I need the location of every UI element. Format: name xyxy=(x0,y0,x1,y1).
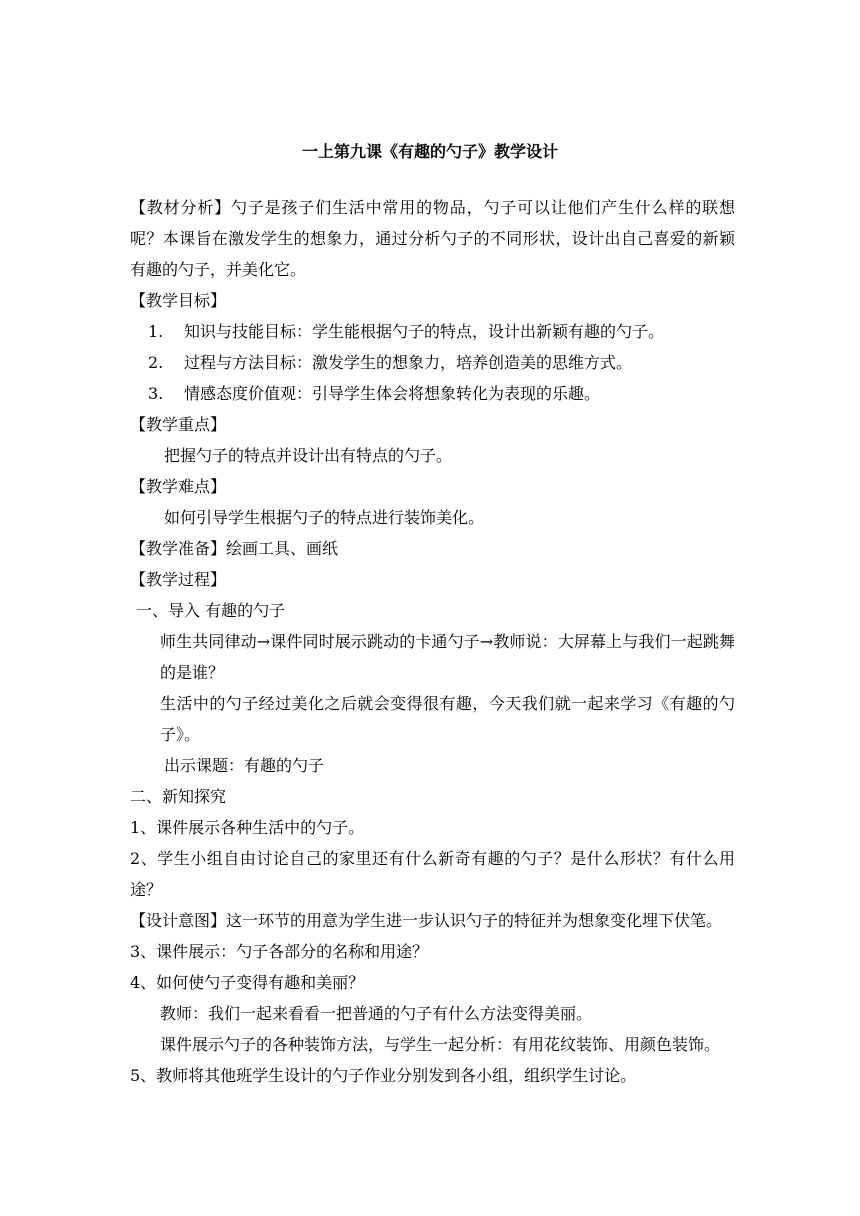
list-item: 1、课件展示各种生活中的勺子。 xyxy=(130,818,365,837)
difficulties-heading: 【教学难点】 xyxy=(130,477,227,496)
section1-paragraph: 师生共同律动→课件同时展示跳动的卡通勺子→教师说：大屏幕上与我们一起跳舞的是谁？ xyxy=(160,632,735,682)
document-body xyxy=(130,192,735,1091)
objective-item xyxy=(130,378,735,409)
process-heading: 【教学过程】 xyxy=(130,570,227,589)
section1-heading: 一、导入 有趣的勺子 xyxy=(136,601,286,620)
document-title: 一上第九课《有趣的勺子》教学设计 xyxy=(301,142,558,161)
difficulties-text: 如何引导学生根据勺子的特点进行装饰美化。 xyxy=(164,508,485,527)
objective-number: 2. xyxy=(148,353,164,372)
section2-heading: 二、新知探究 xyxy=(130,787,227,806)
item4-paragraph: 课件展示勺子的各种装饰方法，与学生一起分析：有用花纹装饰、用颜色装饰。 xyxy=(160,1035,721,1054)
design-intent: 【设计意图】这一环节的用意为学生进一步认识勺子的特征并为想象变化埋下伏笔。 xyxy=(130,911,723,930)
objective-text: 过程与方法目标：激发学生的想象力，培养创造美的思维方式。 xyxy=(184,353,633,372)
key-points-heading: 【教学重点】 xyxy=(130,415,227,434)
objective-text: 知识与技能目标：学生能根据勺子的特点，设计出新颖有趣的勺子。 xyxy=(184,322,665,341)
objective-item xyxy=(130,316,735,347)
section1-paragraph: 出示课题：有趣的勺子 xyxy=(164,756,325,775)
section1-paragraph: 生活中的勺子经过美化之后就会变得很有趣，今天我们就一起来学习《有趣的勺子》。 xyxy=(160,694,735,744)
objective-number: 1. xyxy=(148,322,164,341)
key-points-text: 把握勺子的特点并设计出有特点的勺子。 xyxy=(164,446,453,465)
list-item: 4、如何使勺子变得有趣和美丽？ xyxy=(130,973,365,992)
objective-number: 3. xyxy=(148,384,164,403)
list-item: 2、学生小组自由讨论自己的家里还有什么新奇有趣的勺子？是什么形状？有什么用途？ xyxy=(130,849,735,899)
list-item: 3、课件展示：勺子各部分的名称和用途？ xyxy=(130,942,429,961)
preparation-text: 【教学准备】绘画工具、画纸 xyxy=(130,539,339,558)
objectives-heading: 【教学目标】 xyxy=(130,291,227,310)
objective-item xyxy=(130,347,735,378)
material-analysis: 【教材分析】勺子是孩子们生活中常用的物品，勺子可以让他们产生什么样的联想呢？本课旨在激发学生的想象力，通过分析勺子的不同形状，设计出自己喜爱的新颖有趣的勺子，并美化它。 xyxy=(130,198,735,279)
list-item: 5、教师将其他班学生设计的勺子作业分别发到各小组，组织学生讨论。 xyxy=(130,1066,637,1085)
item4-paragraph: 教师：我们一起来看看一把普通的勺子有什么方法变得美丽。 xyxy=(160,1004,593,1023)
objective-text: 情感态度价值观：引导学生体会将想象转化为表现的乐趣。 xyxy=(184,384,601,403)
